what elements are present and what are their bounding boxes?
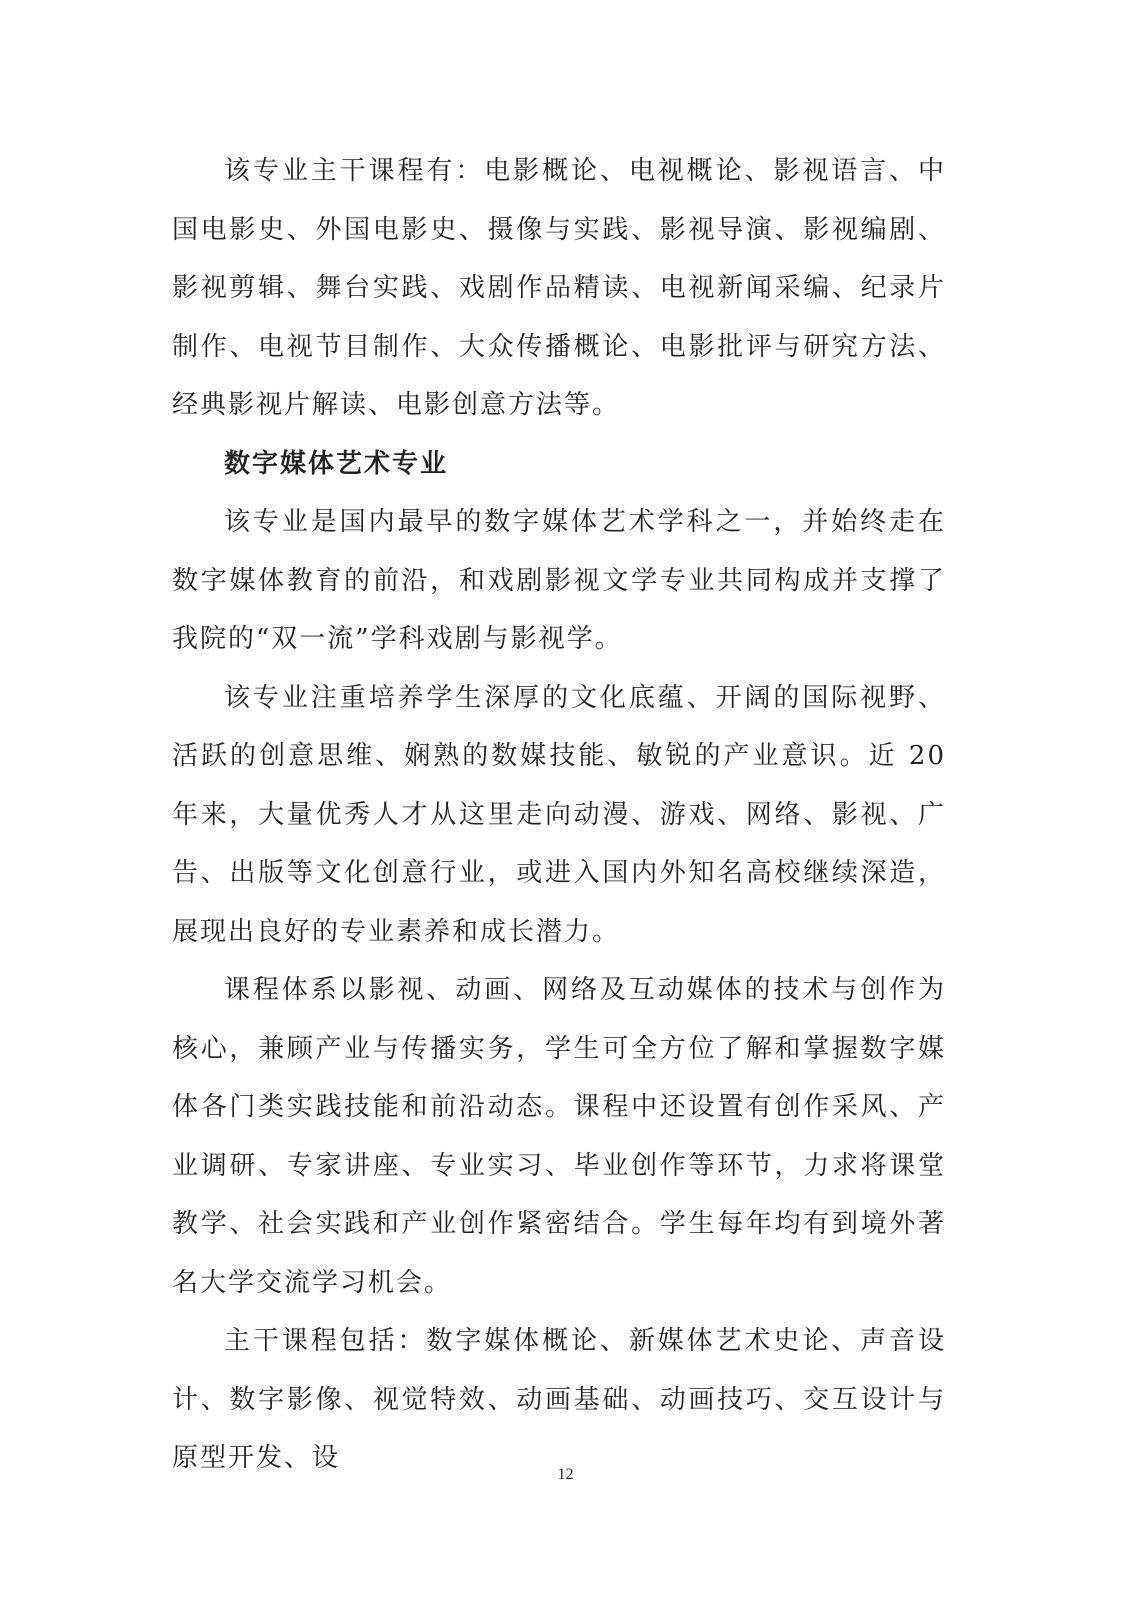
paragraph-curriculum-system: 课程体系以影视、动画、网络及互动媒体的技术与创作为核心，兼顾产业与传播实务，学生可全方位了解和掌握数字媒体各门类实践技能和前沿动态。课程中还设置有创作采风、产业调研、专家讲座、专业实习、毕业创作等环节，力求将课堂教学、社会实践和产业创作紧密结合。学生每年均有到境外著名大学交流学习机会。 <box>172 975 946 1298</box>
section-heading-digital-media-art: 数字媒体艺术专业 <box>224 448 449 479</box>
paragraph-main-courses: 主干课程包括：数字媒体概论、新媒体艺术史论、声音设计、数字影像、视觉特效、动画基础、动画技巧、交互设计与原型开发、设 <box>172 1326 946 1473</box>
page-content <box>172 142 946 1488</box>
paragraph-core-courses: 该专业主干课程有：电影概论、电视概论、影视语言、中国电影史、外国电影史、摄像与实践、影视导演、影视编剧、影视剪辑、舞台实践、戏剧作品精读、电视新闻采编、纪录片制作、电视节目制作、大众传播概论、电影批评与研究方法、经典影视片解读、电影创意方法等。 <box>172 156 946 420</box>
page-number: 12 <box>557 1466 574 1483</box>
paragraph-program-intro: 该专业是国内最早的数字媒体艺术学科之一，并始终走在数字媒体教育的前沿，和戏剧影视文学专业共同构成并支撑了我院的“双一流”学科戏剧与影视学。 <box>172 507 946 654</box>
paragraph-training-goals: 该专业注重培养学生深厚的文化底蕴、开阔的国际视野、活跃的创意思维、娴熟的数媒技能、敏锐的产业意识。近 20 年来，大量优秀人才从这里走向动漫、游戏、网络、影视、广告、出版等文化创意行业，或进入国内外知名高校继续深造，展现出良好的专业素养和成长潜力。 <box>172 682 946 947</box>
